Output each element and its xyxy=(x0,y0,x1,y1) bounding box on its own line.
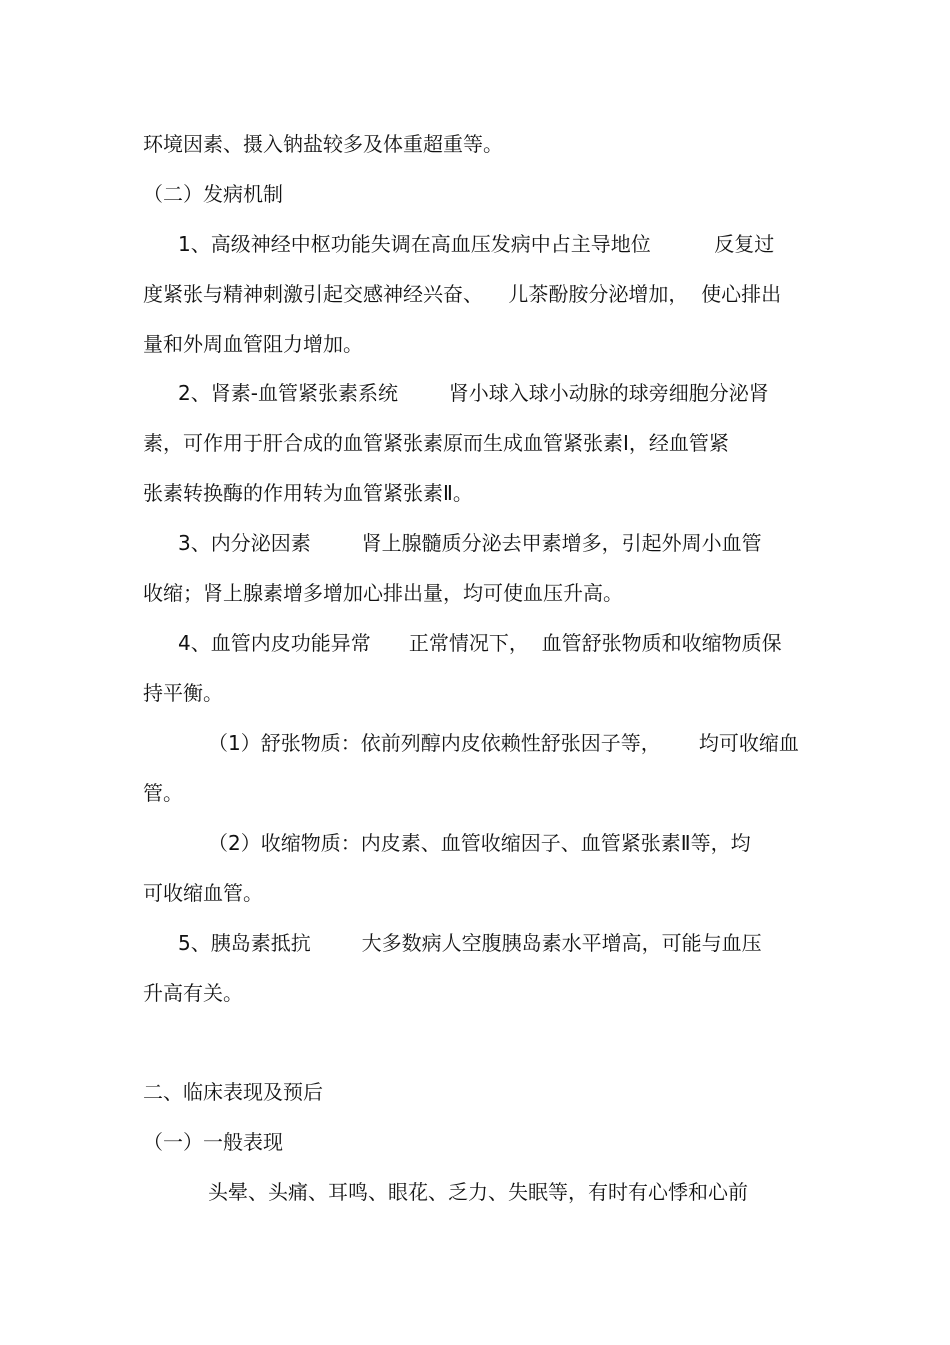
section-heading: 二、临床表现及预后 xyxy=(143,1080,323,1104)
text-line: 升高有关。 xyxy=(143,981,243,1005)
text-line: 2、肾素-血管紧张素系统 肾小球入球小动脉的球旁细胞分泌肾 xyxy=(178,381,769,405)
text-line: 度紧张与精神刺激引起交感神经兴奋、 儿茶酚胺分泌增加， 使心排出 xyxy=(143,282,782,306)
text-line: 张素转换酶的作用转为血管紧张素Ⅱ。 xyxy=(143,481,473,505)
text-line: （1）舒张物质：依前列醇内皮依赖性舒张因子等， 均可收缩血 xyxy=(208,731,799,755)
text-line: 量和外周血管阻力增加。 xyxy=(143,332,363,356)
text-line: 管。 xyxy=(143,781,183,805)
text-line: （2）收缩物质：内皮素、血管收缩因子、血管紧张素Ⅱ等，均 xyxy=(208,831,751,855)
text-line: 头晕、头痛、耳鸣、眼花、乏力、失眠等，有时有心悸和心前 xyxy=(208,1180,748,1204)
section-heading: （二）发病机制 xyxy=(143,182,283,206)
text-line: 4、血管内皮功能异常 正常情况下， 血管舒张物质和收缩物质保 xyxy=(178,631,782,655)
text-line: 3、内分泌因素 肾上腺髓质分泌去甲素增多，引起外周小血管 xyxy=(178,531,762,555)
text-line: 可收缩血管。 xyxy=(143,881,263,905)
text-line: 5、胰岛素抵抗 大多数病人空腹胰岛素水平增高，可能与血压 xyxy=(178,931,762,955)
text-line: 持平衡。 xyxy=(143,681,223,705)
subsection-heading: （一）一般表现 xyxy=(143,1130,283,1154)
text-line: 收缩；肾上腺素增多增加心排出量，均可使血压升高。 xyxy=(143,581,623,605)
text-line: 环境因素、摄入钠盐较多及体重超重等。 xyxy=(143,132,503,156)
text-line: 素，可作用于肝合成的血管紧张素原而生成血管紧张素Ⅰ，经血管紧 xyxy=(143,431,729,455)
text-line: 1、高级神经中枢功能失调在高血压发病中占主导地位 反复过 xyxy=(178,232,775,256)
